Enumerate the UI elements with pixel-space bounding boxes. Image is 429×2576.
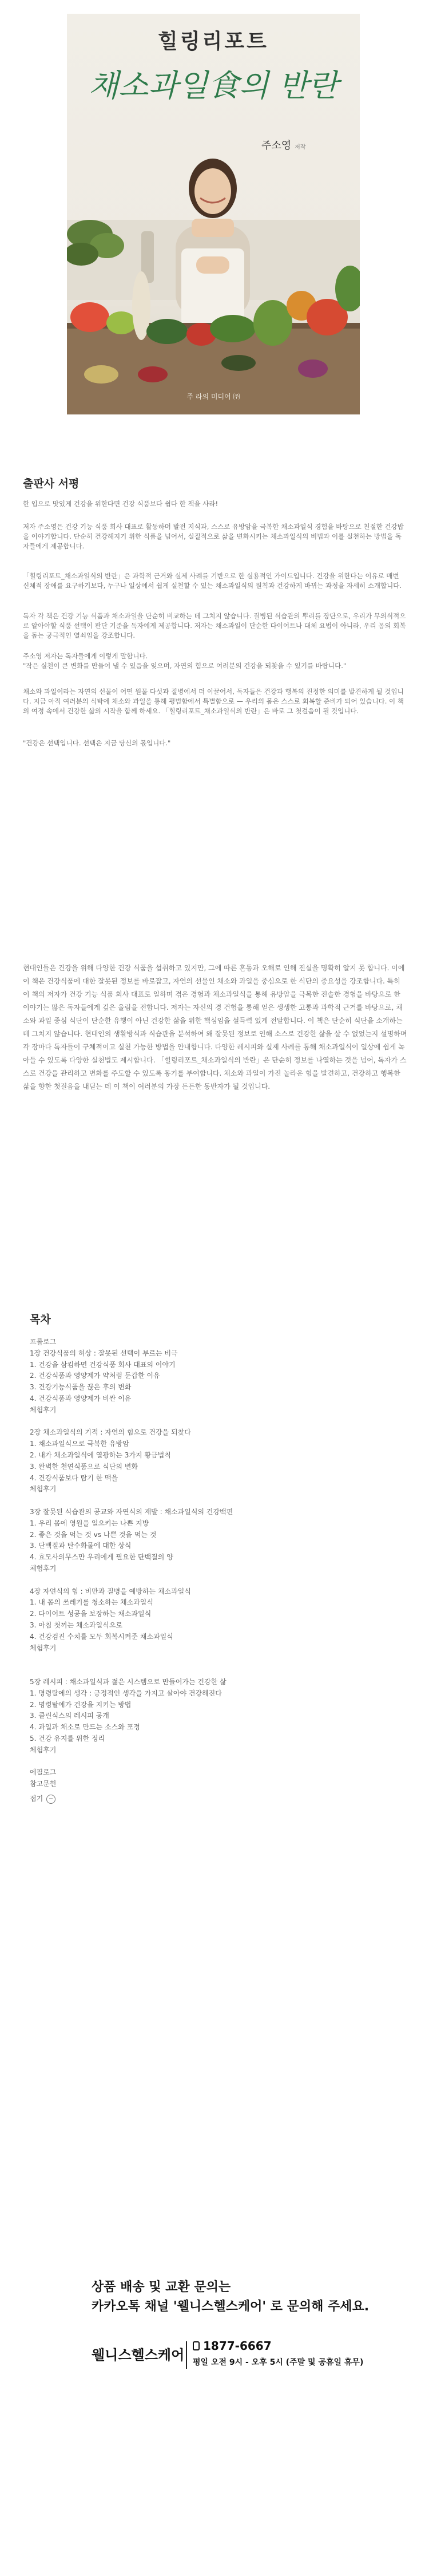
toc-line: 1. 채소과일식으로 극복한 유방암 (30, 1440, 129, 1448)
toc-line: 프롤로그 (30, 1338, 57, 1346)
brand-divider (186, 2341, 187, 2369)
intro-paragraph-7: "건강은 선택입니다. 선택은 지금 당신의 몫입니다." (23, 739, 171, 747)
toc-line: 3. 건강기능식품을 끊은 후의 변화 (30, 1383, 132, 1392)
toc-line: 4. 건강식품보다 탐기 한 맥을 (30, 1473, 118, 1482)
toc-line: 1. 내 몸의 쓰레기를 청소하는 채소과일식 (30, 1598, 153, 1607)
toc-line: 체험후기 (30, 1745, 57, 1754)
toc-line: 4. 건강식품과 영양제가 비싼 이유 (30, 1394, 132, 1402)
intro-paragraph-2: 저자 주소영은 건강 기능 식품 회사 대표로 활동하며 발전 지식과, 스스로 유방암을 극복한 채소과일식 경험을 바탕으로 친절한 건강밥을 이야기합니다. 단순히 건강해지기 위한 식품을 넘어서, 실질적으로 삶을 변화시키는 채소과일식의 비법과 이를 실천하는 방법을 독자들에게 제공합니다. (23, 523, 404, 550)
intro-paragraph-5b: "작은 실천이 큰 변화를 만들어 낼 수 있음을 잊으며, 자연의 힘으로 여러분의 건강을 되찾을 수 있기를 바랍니다." (23, 662, 347, 670)
toc-line: 3. 단백질과 탄수화물에 대한 상식 (30, 1542, 132, 1550)
cover-series-title: 힐링리포트 (158, 30, 269, 53)
toc-line: 2. 건강식품과 영양제가 약처럼 둔갑한 이유 (30, 1372, 160, 1380)
toc-line: 2. 내가 채소과일식에 열광하는 3가지 황금법칙 (30, 1451, 171, 1459)
toc-line: 5장 레시피 : 채소과일식과 젊은 시스템으로 만들어가는 건강한 삶 (30, 1677, 227, 1686)
toc-line: 체험후기 (30, 1405, 57, 1414)
toc-line (30, 1654, 407, 1665)
toc-line: 에필로그 (30, 1768, 57, 1777)
phone-number-text: 1877-6667 (203, 2339, 272, 2353)
brand-name: 웰니스헬스케어 (92, 2347, 185, 2363)
toc-line: 3. 클린식스의 레시피 공개 (30, 1712, 109, 1720)
cover-author-suffix: 저작 (295, 144, 306, 151)
intro-paragraph-1: 한 입으로 맛있게 건강을 위한다면 건강 식품보다 쉽다 한 책을 사라! (23, 500, 219, 508)
toc-line: 2. 다이어트 성공을 보장하는 채소과일식 (30, 1610, 152, 1618)
toc-line (30, 1416, 407, 1428)
toc-line (30, 1756, 407, 1767)
toc-line: 3장 잘못된 식습관의 공교와 자연식의 재발 : 채소과일식의 건강백편 (30, 1507, 233, 1516)
toc-line: 1. 명령탈에의 생각 : 긍정적인 생각을 가지고 살아야 건강해진다 (30, 1689, 222, 1697)
publisher-review-heading: 출판사 서평 (23, 477, 80, 490)
toc-line (30, 1575, 407, 1586)
notice-line-2: 카카오톡 채널 '웰니스헬스케어' 로 문의해 주세요. (92, 2300, 370, 2314)
toc-line: 1. 우리 몸에 영원을 일으키는 나쁜 지방 (30, 1519, 149, 1527)
toc-line: 4. 건강검진 수치를 모두 회복시켜준 채소과일식 (30, 1632, 173, 1641)
cover-title (67, 50, 360, 119)
business-hours: 평일 오전 9시 - 오후 5시 (주말 및 공휴일 휴무) (193, 2358, 364, 2367)
toc-list (30, 1337, 407, 1805)
intro-paragraph-3: 「힐링리포트_채소과일식의 반란」은 과학적 근거와 실제 사례를 기반으로 한 실용적인 가이드입니다. 건강을 위한다는 이유로 매번 신체적 장애를 요구하기보다, 누구나 일상에서 쉽게 실천할 수 있는 채소과일식의 원칙과 건강하게 바뀌는 과정을 자세히 소개합니다. (23, 572, 402, 590)
cover-title-text: 채소과일食의 반란 (88, 68, 339, 104)
cover-photo (67, 134, 360, 414)
toc-line: 3. 아침 첫끼는 채소과일식으로 (30, 1621, 122, 1629)
toc-line: 체험후기 (30, 1485, 57, 1494)
intro-paragraph-6: 채소와 과일이라는 자연의 선물이 어떤 원물 다섯과 질병에서 더 이끌어서, 독자들은 건강과 행복의 진정한 의미를 발견하게 될 것입니다. 지금 아직 여러분의 식탁에 채소와 과일을 통해 평범함에서 특별함으로 — 우리의 몸은 스스로 회복할 준비가 되어 있습니다. 이 책의 여정 속에서 건강한 삶의 시작을 함께 하세요. 「힐링리포트_채소과일식의 반란」은 바로 그 첫걸음이 될 것입니다. (23, 688, 404, 715)
toc-line (30, 1495, 407, 1507)
toc-line: 3. 완벽한 천연식품으로 식단의 변화 (30, 1462, 138, 1471)
phone-number[interactable] (193, 2339, 272, 2353)
cover-title-lettering (67, 50, 360, 119)
book-intro-paragraph: 현대인들은 건강을 위해 다양한 건강 식품을 섭취하고 있지만, 그에 따른 혼동과 오해로 인해 진실을 명확히 알지 못 합니다. 이에 이 책은 건강식품에 대한 잘못된 정보를 바로잡고, 자연의 선물인 채소와 과일을 중심으로 한 식단의 중요성을 강조합니다. 특히 이 책의 저자가 건강 기능 식품 회사 대표로 일하며 겪은 경험과 채소과일식을 통해 유방암을 극복한 진솔한 경험을 바탕으로 한 이야기는 많은 독자들에게 깊은 울림을 전합니다. 저자는 자신의 경 건험을 통해 얻은 생생한 고통과 과학적 근거를 바탕으로, 채소와 과일 중심 식단이 단순한 유행이 아닌 건강한 삶을 위한 핵심임을 설득력 있게 전달합니다. 이 책은 단순히 식단을 소개하는 데 그치지 않습니다. 현대인의 생활방식과 식습관을 분석하여 왜 잘못된 정보로 인해 소스로 건강한 삶을 살 수 없었는지 설명하며 각 장마다 독자들이 구체적이고 실천 가능한 방법을 안내합니다. 다양한 레시피와 실제 사례를 통해 채소과일식이 일상에 쉽게 녹아들 수 있도록 다양한 실천법도 제시합니다. 「힐링리포트_채소과일식의 반란」은 단순히 정보를 나열하는 것을 넘어, 독자가 스스로 건강을 관리하고 변화를 주도할 수 있도록 동기를 부여합니다. 채소와 과일이 가진 놀라운 힘을 발견하고, 건강하고 행복한 삶을 향한 첫걸음을 내딛는 데 이 책이 여러분의 가장 든든한 동반자가 될 것입니다. (23, 964, 407, 1091)
shipping-notice (0, 2254, 429, 2426)
toc-collapse-label: 접기 (30, 1794, 43, 1803)
toc-line: 1장 건강식품의 허상 : 잘못된 선택이 부르는 비극 (30, 1349, 178, 1357)
phone-icon (193, 2341, 200, 2350)
toc-line: 2. 좋은 것을 먹는 것 vs 나쁜 것을 먹는 것 (30, 1530, 157, 1539)
toc-line: 4. 과일과 채소로 만드는 소스와 포정 (30, 1723, 140, 1732)
book-cover (67, 14, 360, 414)
toc-line: 5. 건강 유지를 위한 정리 (30, 1734, 105, 1743)
cover-publisher: 주 라의 미디어 ㈜ (186, 393, 240, 401)
toc-line: 1. 건강을 삼킴하면 건강식품 회사 대표의 이야기 (30, 1360, 176, 1369)
toc-collapse-button[interactable] (30, 1793, 55, 1805)
notice-line-1: 상품 배송 및 교환 문의는 (92, 2280, 231, 2294)
toc-line: 4장 자연식의 힘 : 비만과 질병을 예방하는 채소과일식 (30, 1587, 191, 1595)
toc-line: 4. 효모사의무스만 우리에게 필요한 단백질의 양 (30, 1553, 173, 1562)
toc-line: 2장 채소과일식의 기적 : 자연의 힘으로 건강을 되찾다 (30, 1428, 191, 1437)
cover-author-name: 주소영 (261, 140, 292, 152)
toc-line (30, 1665, 407, 1677)
toc-line: 2. 명령탈에가 건강을 지키는 방법 (30, 1700, 132, 1709)
minus-circle-icon: − (46, 1795, 55, 1804)
intro-paragraph-4: 독자 각 책은 건강 기능 식품과 채소과일을 단순히 비교하는 데 그치지 않습니다. 질병된 식습관의 뿌리를 장단으로, 우리가 무의식적으로 알아야할 식품 선택이 판단 기준을 독자에게 제공합니다. 저자는 채소과일이 단순한 다이어트나 대체 요법이 아니라, 우리 몸의 회복을 돕는 궁극적인 열쇠임을 강조합니다. (23, 612, 406, 639)
toc-line: 참고문헌 (30, 1780, 57, 1788)
toc-heading: 목차 (30, 1313, 51, 1326)
intro-paragraph-5a: 주소영 저자는 독자들에게 이렇게 말합니다. (23, 652, 148, 660)
toc-line: 체험후기 (30, 1564, 57, 1573)
toc-line: 체험후기 (30, 1643, 57, 1652)
